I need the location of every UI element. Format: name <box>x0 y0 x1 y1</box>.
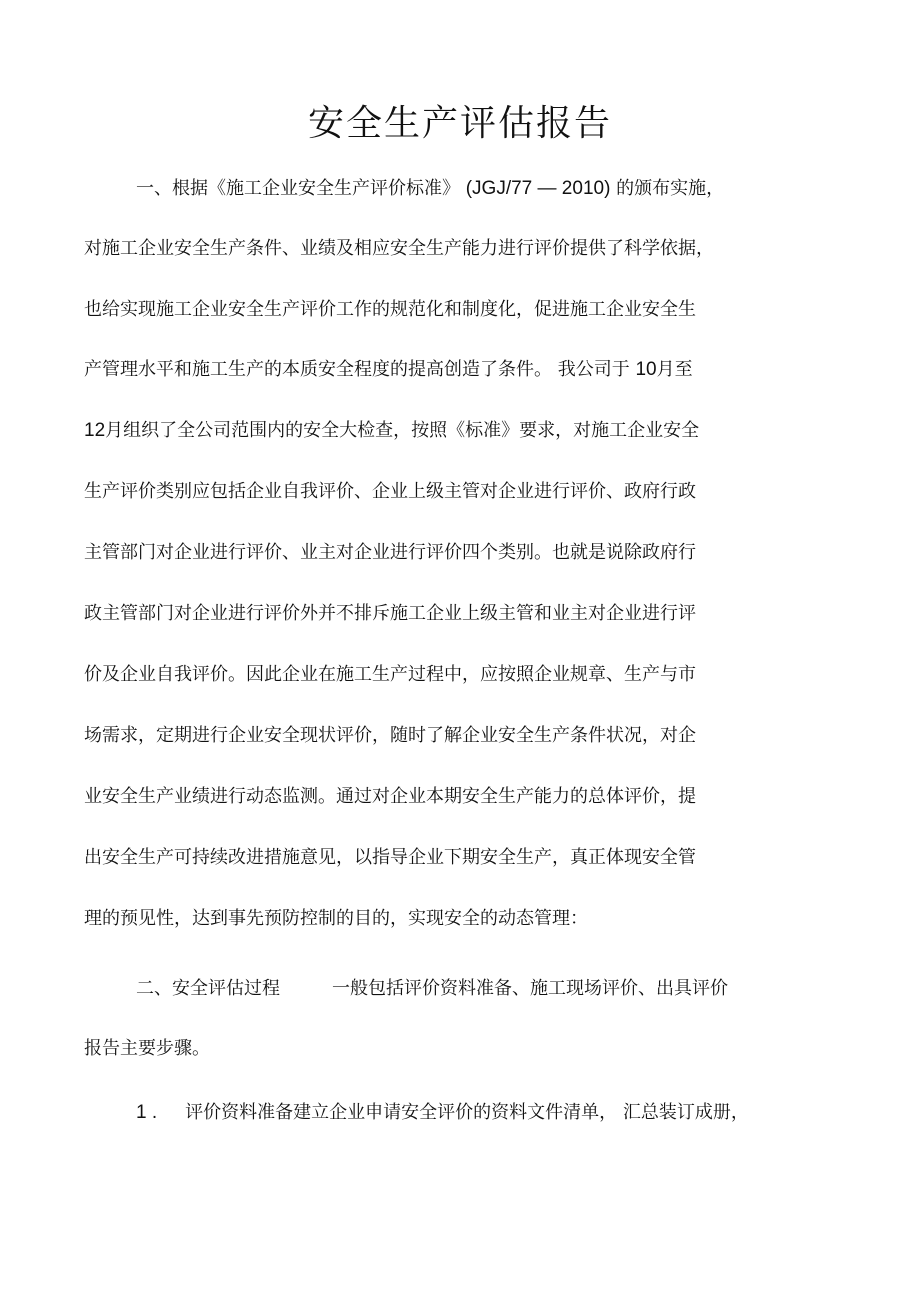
paragraph1-line-9: 价及企业自我评价。因此企业在施工生产过程中，应按照企业规章、生产与市 <box>84 664 696 685</box>
paragraph1-line-4-tail: 月至 <box>656 359 693 380</box>
paragraph1-line-13: 理的预见性，达到事先预防控制的目的，实现安全的动态管理： <box>84 908 588 929</box>
paragraph1-line-1 <box>136 176 724 202</box>
standard-code: (JGJ/77 — 2010) <box>465 178 611 199</box>
list-item-1 <box>136 1100 749 1126</box>
paragraph1-line-6: 生产评价类别应包括企业自我评价、企业上级主管对企业进行评价、政府行政 <box>84 481 696 502</box>
paragraph1-line-11: 业安全生产业绩进行动态监测。通过对企业本期安全生产能力的总体评价，提 <box>84 786 696 807</box>
paragraph2-line-1 <box>136 976 728 1002</box>
paragraph1-line-8: 政主管部门对企业进行评价外并不排斥施工企业上级主管和业主对企业进行评 <box>84 603 696 624</box>
paragraph1-line-3: 也给实现施工企业安全生产评价工作的规范化和制度化，促进施工企业安全生 <box>84 299 696 320</box>
paragraph1-line-4-text: 产管理水平和施工生产的本质安全程度的提高创造了条件。 我公司于 <box>84 359 630 380</box>
paragraph1-line-10: 场需求，定期进行企业安全现状评价，随时了解企业安全生产条件状况，对企 <box>84 725 696 746</box>
paragraph1-line-4 <box>84 357 693 383</box>
list-item-number: 1 . <box>136 1102 158 1123</box>
paragraph1-line-5 <box>84 418 699 444</box>
paragraph2-line-1-text: 一般包括评价资料准备、施工现场评价、出具评价 <box>332 978 728 999</box>
document-title: 安全生产评估报告 <box>307 103 612 144</box>
paragraph1-line-7: 主管部门对企业进行评价、业主对企业进行评价四个类别。也就是说除政府行 <box>84 542 696 563</box>
paragraph1-line-5-text: 月组织了全公司范围内的安全大检查，按照《标准》要求，对施工企业安全 <box>105 420 700 441</box>
month-start: 10 <box>635 359 657 380</box>
section-heading: 二、安全评估过程 <box>136 978 280 999</box>
paragraph1-line-1-text: 一、根据《施工企业安全生产评价标准》 <box>136 178 460 199</box>
paragraph1-line-12: 出安全生产可持续改进措施意见，以指导企业下期安全生产，真正体现安全管 <box>84 847 696 868</box>
month-end: 12 <box>84 420 106 441</box>
paragraph1-line-2: 对施工企业安全生产条件、业绩及相应安全生产能力进行评价提供了科学依据， <box>84 238 714 259</box>
paragraph1-line-1-tail: 的颁布实施， <box>616 178 725 199</box>
list-item-text: 评价资料准备建立企业申请安全评价的资料文件清单， 汇总装订成册， <box>185 1102 749 1123</box>
paragraph2-line-2: 报告主要步骤。 <box>84 1038 210 1059</box>
